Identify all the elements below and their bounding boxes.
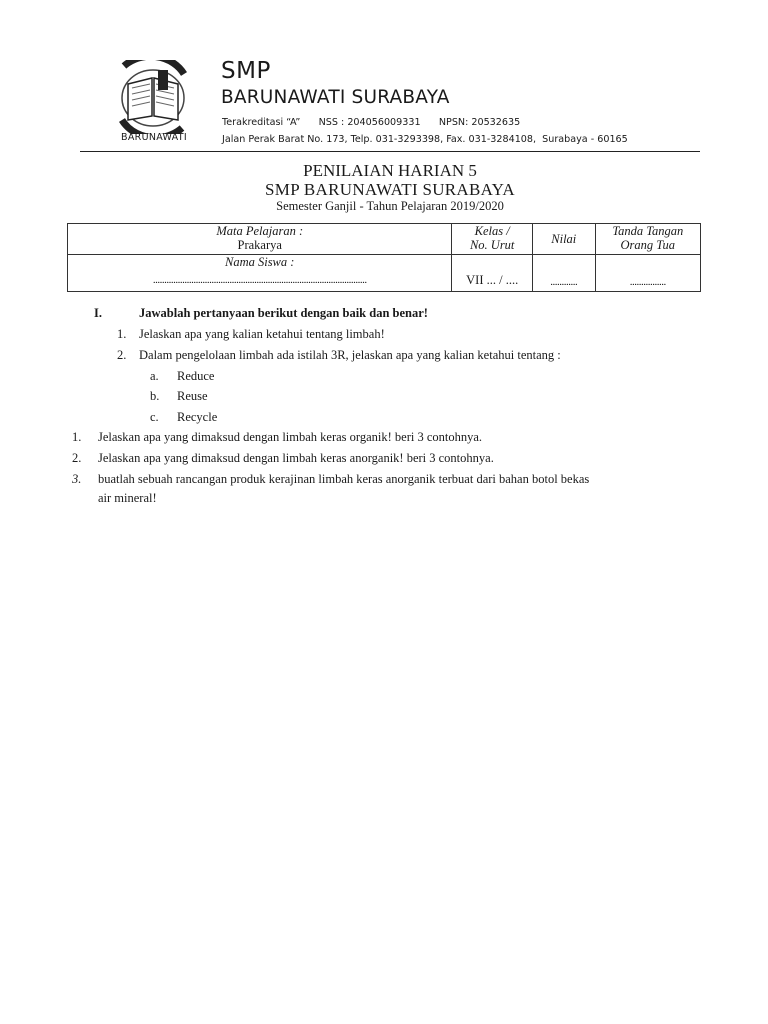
question-text: Jelaskan apa yang dimaksud dengan limbah keras anorganik! beri 3 contohnya. (98, 451, 494, 465)
signature-label: Tanda Tangan (612, 224, 684, 238)
grade-value-cell[interactable] (532, 255, 595, 292)
class-label: Kelas / (474, 224, 510, 238)
subject-cell (68, 224, 452, 255)
school-name: BARUNAWATI SURABAYA (221, 87, 450, 108)
subitem-text: Recycle (177, 410, 218, 424)
signature-dots: ................ (629, 276, 666, 288)
question-number: 1. (72, 430, 82, 444)
exam-semester: Semester Ganjil - Tahun Pelajaran 2019/2020 (276, 199, 504, 213)
class-value-cell[interactable] (452, 255, 533, 292)
question-number: 2. (117, 348, 127, 362)
signature-value-cell[interactable] (595, 255, 700, 292)
section-numeral: I. (94, 306, 102, 320)
student-info-table (67, 223, 701, 292)
school-type: SMP (221, 58, 271, 84)
number-label: No. Urut (469, 238, 515, 252)
accreditation-line: Terakreditasi “A” NSS : 204056009331 NPSN: 20532635 (222, 117, 521, 128)
subitem-letter: b. (150, 389, 160, 403)
subitem-letter: c. (150, 410, 159, 424)
exam-title: PENILAIAN HARIAN 5 (303, 161, 477, 180)
subitem-text: Reduce (177, 369, 215, 383)
section-instruction: Jawablah pertanyaan berikut dengan baik dan benar! (139, 306, 428, 320)
name-dots: ............................................................................................... (152, 274, 367, 286)
subitem-text: Reuse (177, 389, 208, 403)
subject-value: Prakarya (237, 238, 282, 252)
question-number: 2. (72, 451, 82, 465)
subitem-letter: a. (150, 369, 159, 383)
question-text: Jelaskan apa yang kalian ketahui tentang limbah! (139, 327, 385, 341)
question-text: Dalam pengelolaan limbah ada istilah 3R, jelaskan apa yang kalian ketahui tentang : (139, 348, 561, 362)
signature-header-cell (595, 224, 700, 255)
question-number: 3. (72, 472, 82, 486)
header-divider (80, 151, 700, 152)
parent-label: Orang Tua (620, 238, 676, 252)
class-header-cell (452, 224, 533, 255)
name-label: Nama Siswa : (224, 255, 295, 269)
question-text: Jelaskan apa yang dimaksud dengan limbah keras organik! beri 3 contohnya. (98, 430, 483, 444)
question-text-continued: air mineral! (98, 491, 157, 505)
grade-label: Nilai (551, 231, 577, 246)
grade-dots: ............ (550, 276, 578, 288)
name-cell[interactable] (68, 255, 452, 292)
logo-caption: BARUNAWATI (121, 132, 187, 143)
grade-header-cell (532, 224, 595, 255)
question-text: buatlah sebuah rancangan produk kerajinan limbah keras anorganik terbuat dari bahan botol bekas (98, 472, 590, 486)
address-line: Jalan Perak Barat No. 173, Telp. 031-3293398, Fax. 031-3284108, Surabaya - 60165 (222, 134, 628, 145)
class-value: VII ... / .... (466, 273, 519, 287)
question-number: 1. (117, 327, 127, 341)
school-logo (110, 60, 196, 134)
exam-school: SMP BARUNAWATI SURABAYA (265, 180, 515, 199)
subject-label: Mata Pelajaran : (216, 224, 304, 238)
